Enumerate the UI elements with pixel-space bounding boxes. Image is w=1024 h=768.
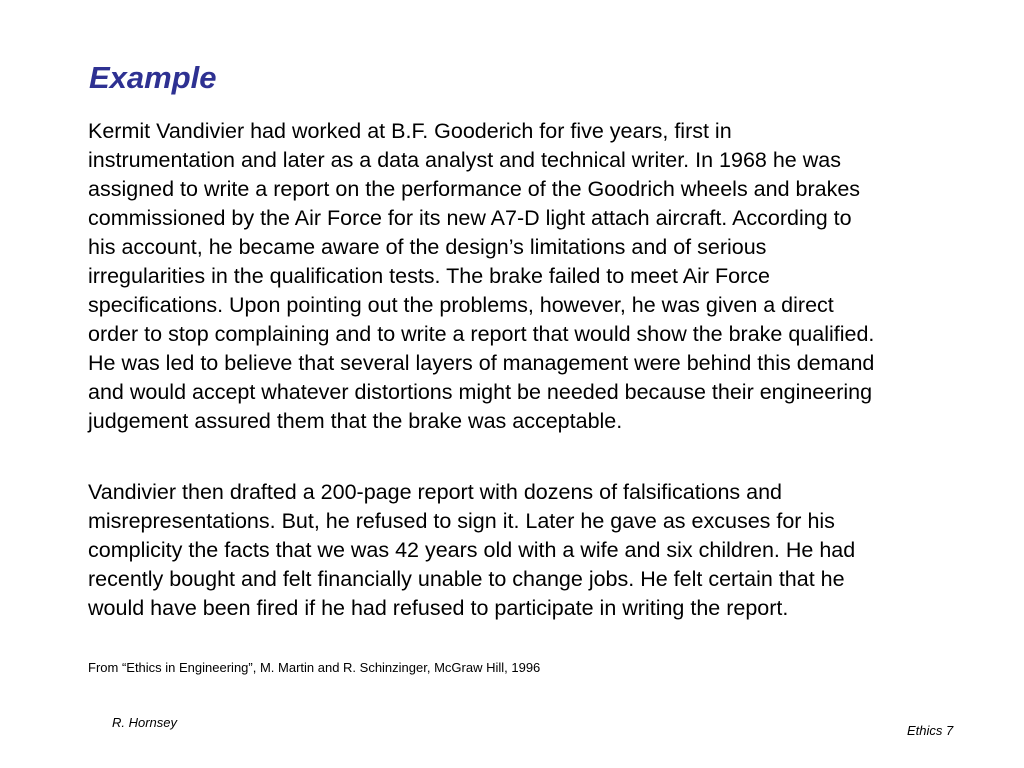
body-paragraph-2: Vandivier then drafted a 200-page report with dozens of falsifications and misrepresentations. But, he refused to sign it. Later he gave as excuses for his complicity the facts that we was 42 years old with a wife and six children. He had recently bought and felt financially unable to change jobs. He felt certain that he would have been fired if he had refused to participate in writing the report. [88,480,856,620]
footer-page-label: Ethics 7 [907,723,954,738]
footer-author: R. Hornsey [112,715,178,730]
body-paragraph-1: Kermit Vandivier had worked at B.F. Gooderich for five years, first in instrumentation and later as a data analyst and technical writer. In 1968 he was assigned to write a report on the performance of the Goodrich wheels and brakes commissioned by the Air Force for its new A7-D light attach aircraft. According to his account, he became aware of the design’s limitations and of serious irregularities in the qualification tests. The brake failed to meet Air Force specifications. Upon pointing out the problems, however, he was given a direct order to stop complaining and to write a report that would show the brake qualified. He was led to believe that several layers of management were behind this demand and would accept whatever distortions might be needed because their engineering judgement assured them that the brake was acceptable. [88,119,875,433]
slide-title: Example [89,60,217,95]
source-citation: From “Ethics in Engineering”, M. Martin and R. Schinzinger, McGraw Hill, 1996 [88,660,541,675]
